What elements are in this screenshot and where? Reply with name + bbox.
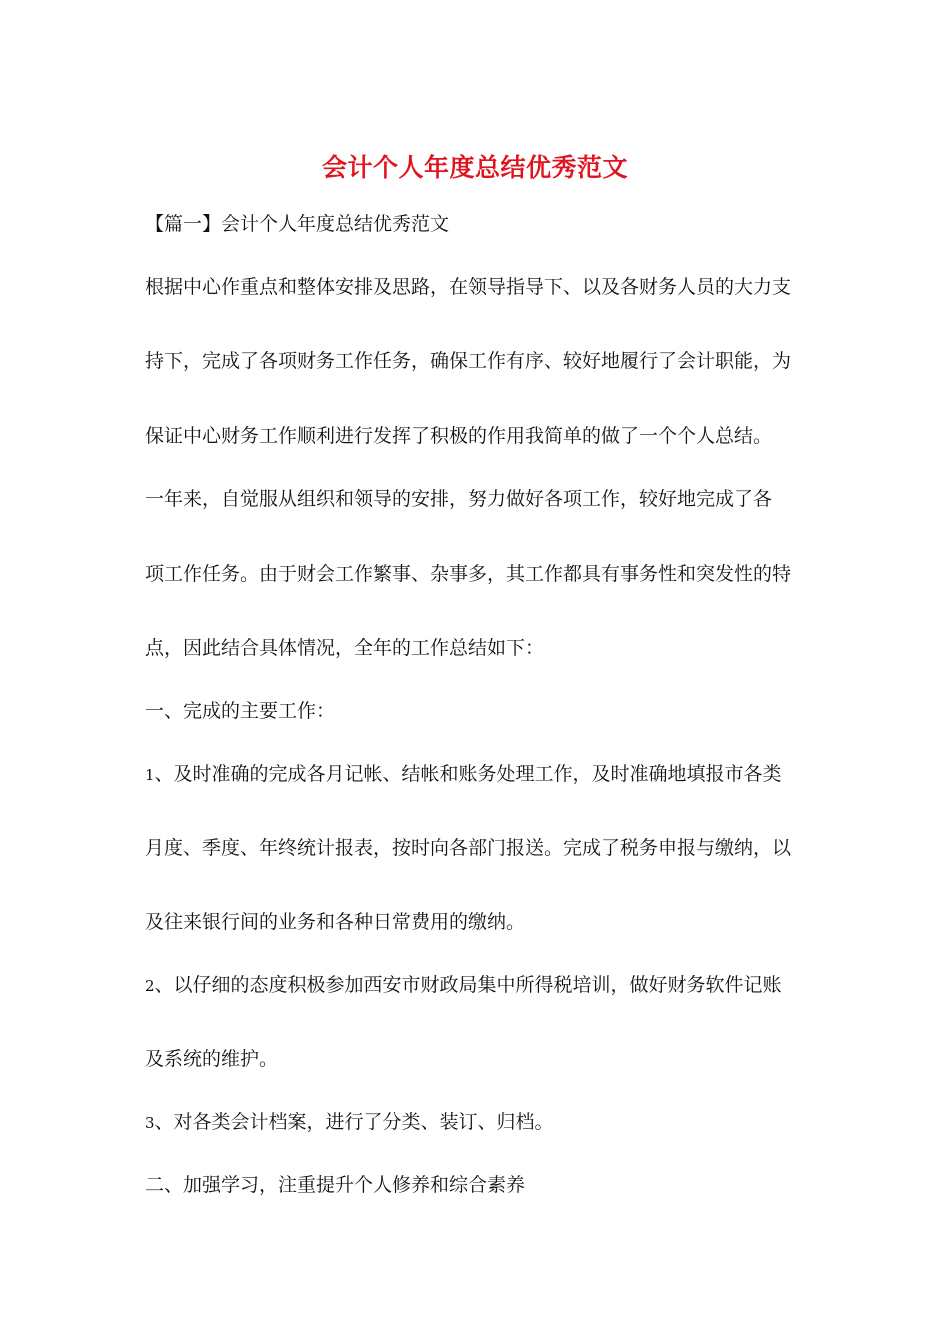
paragraph-line: [145, 635, 544, 662]
paragraph-line: [145, 761, 782, 788]
line-text: 根据中心作重点和整体安排及思路，在领导指导下、以及各财务人员的大力支: [145, 276, 792, 298]
line-text: 项工作任务。由于财会工作繁事、杂事多，其工作都具有事务性和突发性的特: [145, 563, 792, 585]
paragraph-line: [145, 486, 772, 513]
line-text: 及往来银行间的业务和各种日常费用的缴纳。: [145, 911, 526, 933]
line-text: 、及时准确的完成各月记帐、结帐和账务处理工作，及时准确地填报市各类: [154, 763, 782, 785]
list-number: 3: [145, 1114, 155, 1132]
list-number: 2: [145, 977, 155, 995]
paragraph-line: [145, 1046, 278, 1073]
line-text: 二、加强学习，注重提升个人修养和综合素养: [145, 1174, 526, 1196]
line-text: 保证中心财务工作顺利进行发挥了积极的作用我简单的做了一个个人总结。: [145, 425, 773, 447]
paragraph-line: [145, 909, 525, 936]
paragraph-line: [145, 1172, 525, 1199]
section-heading: 【篇一】会计个人年度总结优秀范文: [145, 213, 450, 235]
paragraph-line: [145, 561, 791, 588]
line-text: 月度、季度、年终统计报表，按时向各部门报送。完成了税务申报与缴纳，以: [145, 837, 792, 859]
line-text: 一、完成的主要工作：: [145, 700, 336, 722]
paragraph-line: [145, 698, 335, 725]
paragraph-line: [145, 972, 782, 999]
line-text: 点，因此结合具体情况，全年的工作总结如下：: [145, 637, 545, 659]
line-text: 持下，完成了各项财务工作任务，确保工作有序、较好地履行了会计职能，为: [145, 350, 792, 372]
line-text: 、以仔细的态度积极参加西安市财政局集中所得税培训，做好财务软件记账: [154, 974, 782, 996]
line-text: 、对各类会计档案，进行了分类、装订、归档。: [154, 1111, 554, 1133]
list-number: 1: [145, 766, 155, 784]
line-text: 一年来，自觉服从组织和领导的安排，努力做好各项工作，较好地完成了各: [145, 488, 773, 510]
paragraph-line: [145, 274, 791, 301]
paragraph-line: [145, 348, 791, 375]
paragraph-line: [145, 423, 772, 450]
line-text: 及系统的维护。: [145, 1048, 279, 1070]
paragraph-line: [145, 1109, 554, 1136]
document-title: 会计个人年度总结优秀范文: [321, 153, 628, 182]
paragraph-line: [145, 835, 791, 862]
